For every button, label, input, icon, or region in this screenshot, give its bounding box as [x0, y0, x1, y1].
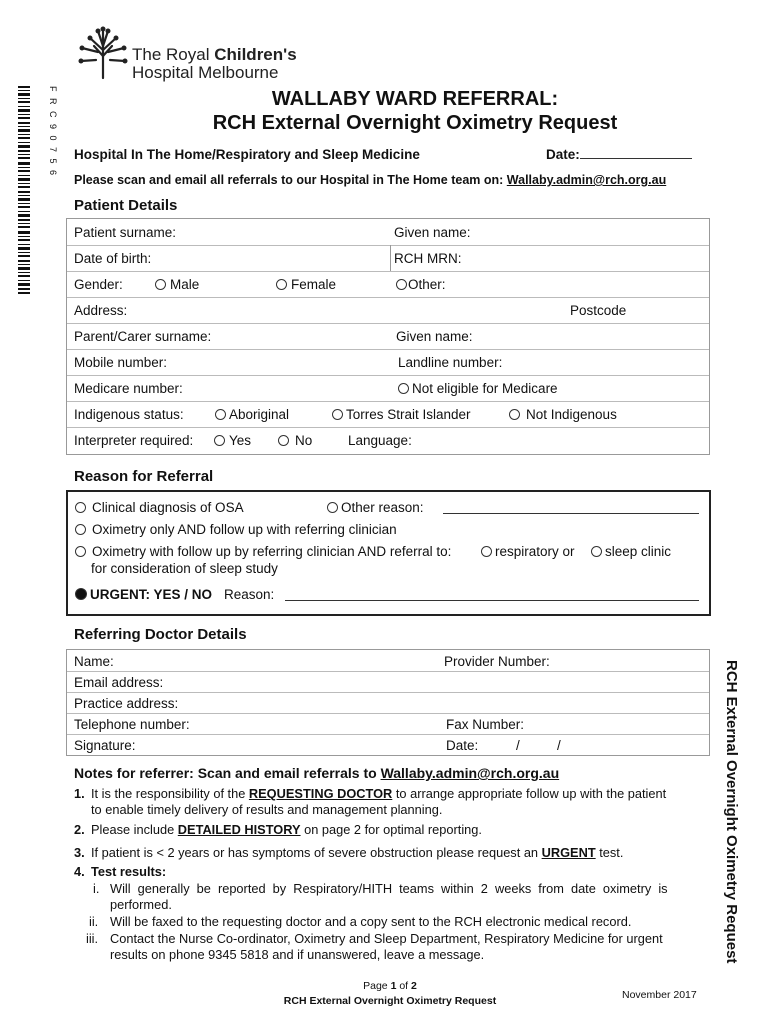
note-3-bold: URGENT [541, 845, 596, 860]
not-eligible-label: Not eligible for Medicare [412, 381, 558, 396]
osa-label: Clinical diagnosis of OSA [92, 500, 244, 515]
urgent-label: URGENT: YES / NO [90, 587, 213, 602]
note-4-ii-number: ii. [89, 914, 99, 929]
oximetry-follow-option[interactable] [75, 544, 451, 559]
date-slash-1: / [516, 738, 520, 753]
female-label: Female [291, 277, 337, 292]
aboriginal-option[interactable] [215, 407, 289, 422]
gender-other-option[interactable] [396, 277, 446, 292]
male-label: Male [170, 277, 200, 292]
oximetry-only-option[interactable] [75, 522, 397, 537]
mrn-label: RCH MRN: [394, 251, 462, 266]
urgent-reason-label: Reason: [224, 587, 275, 602]
page-pre: Page [363, 980, 391, 992]
note-4-heading: Test results: [91, 864, 167, 879]
address-label: Address: [74, 303, 128, 318]
urgent-option[interactable] [75, 587, 212, 602]
provider-label: Provider Number: [444, 654, 550, 669]
scan-email-link[interactable]: Wallaby.admin@rch.org.au [506, 173, 667, 187]
note-2-post: on page 2 for optimal reporting. [300, 822, 482, 837]
note-4-number: 4. [74, 864, 85, 879]
urgent-reason-line[interactable] [285, 600, 699, 601]
language-label: Language: [348, 433, 412, 448]
torres-option[interactable] [332, 407, 471, 422]
notes-email-link[interactable]: Wallaby.admin@rch.org.au [380, 765, 560, 781]
not-eligible-option[interactable] [398, 381, 558, 396]
consideration-text: for consideration of sleep study [91, 561, 278, 576]
sleep-clinic-option[interactable] [591, 544, 671, 559]
oximetry-follow-label: Oximetry with follow up by referring clinician AND referral to: [92, 544, 452, 559]
fax-label: Fax Number: [446, 717, 525, 732]
gender-label: Gender: [74, 277, 123, 292]
radio-filled-icon[interactable] [75, 588, 87, 600]
page-number [250, 980, 530, 992]
barcode-text: F R C 9 0 7 5 6 [48, 86, 58, 178]
divider [390, 245, 391, 271]
title-line2: RCH External Overnight Oximetry Request [212, 112, 618, 134]
note-3 [91, 845, 623, 861]
radio-icon[interactable] [327, 502, 338, 513]
radio-icon[interactable] [591, 546, 602, 557]
indigenous-label: Indigenous status: [74, 407, 184, 422]
logo-line2: Hospital Melbourne [132, 63, 279, 82]
postcode-label: Postcode [570, 303, 627, 318]
note-2-pre: Please include [91, 822, 178, 837]
notes-heading [74, 765, 559, 781]
yes-label: Yes [229, 433, 252, 448]
note-3-pre: If patient is < 2 years or has symptoms of severe obstruction please request an [91, 845, 542, 860]
note-4-i: Will generally be reported by Respiratory/HITH teams within 2 weeks from date oximetry is [110, 881, 668, 896]
telephone-label: Telephone number: [74, 717, 190, 732]
note-1-pre: It is the responsibility of the [91, 786, 249, 801]
radio-icon[interactable] [75, 524, 86, 535]
gender-female-option[interactable] [276, 277, 336, 292]
osa-option[interactable] [75, 500, 244, 515]
medicare-label: Medicare number: [74, 381, 183, 396]
logo-line1-pre: The Royal [132, 45, 215, 64]
notes-heading-text: Notes for referrer: Scan and email referrals to [74, 765, 381, 781]
page-of: of [396, 980, 412, 992]
practice-label: Practice address: [74, 696, 179, 711]
title-line1: WALLABY WARD REFERRAL: [271, 88, 559, 110]
note-3-number: 3. [74, 845, 85, 860]
note-4-ii: Will be faxed to the requesting doctor and a copy sent to the RCH electronic medical record. [110, 914, 632, 929]
patient-details-box [66, 218, 710, 455]
interpreter-label: Interpreter required: [74, 433, 194, 448]
patient-details-heading: Patient Details [74, 197, 178, 214]
other-label: Other: [408, 277, 446, 292]
note-1-post: to arrange appropriate follow up with the patient [392, 786, 667, 801]
note-1-line2: to enable timely delivery of results and management planning. [91, 802, 443, 817]
page-num: 1 [390, 980, 397, 992]
signature-label: Signature: [74, 738, 136, 753]
mobile-label: Mobile number: [74, 355, 168, 370]
note-2-bold: DETAILED HISTORY [177, 822, 301, 837]
note-4-iii: Contact the Nurse Co-ordinator, Oximetry and Sleep Department, Respiratory Medicine for urgent [110, 931, 663, 946]
footer-date: November 2017 [622, 989, 697, 1001]
other-reason-label: Other reason: [341, 500, 424, 515]
note-4-i-number: i. [93, 881, 100, 896]
radio-icon[interactable] [215, 409, 226, 420]
aboriginal-label: Aboriginal [229, 407, 290, 422]
radio-icon[interactable] [398, 383, 409, 394]
no-label: No [295, 433, 313, 448]
scan-instruction [74, 173, 666, 187]
torres-label: Torres Strait Islander [346, 407, 471, 422]
radio-icon[interactable] [75, 546, 86, 557]
note-4-iii-line2: results on phone 9345 5818 and if unanswered, leave a message. [110, 947, 485, 962]
landline-label: Landline number: [398, 355, 503, 370]
radio-icon[interactable] [214, 435, 225, 446]
given-name-label: Given name: [394, 225, 471, 240]
interpreter-yes-option[interactable] [214, 433, 251, 448]
note-1 [91, 786, 666, 802]
tree-icon [76, 26, 130, 80]
footer-title: RCH External Overnight Oximetry Request [283, 995, 497, 1007]
parent-surname-label: Parent/Carer surname: [74, 329, 212, 344]
doctor-heading: Referring Doctor Details [74, 626, 247, 643]
other-reason-line[interactable] [443, 513, 699, 514]
doctor-date-label: Date: [446, 738, 479, 753]
doctor-box [66, 649, 710, 756]
sleep-clinic-label: sleep clinic [605, 544, 672, 559]
date-label: Date: [546, 147, 580, 162]
reason-heading: Reason for Referral [74, 468, 214, 485]
note-2 [91, 822, 482, 838]
dob-label: Date of birth: [74, 251, 152, 266]
hospital-logo [76, 26, 306, 82]
note-3-post: test. [595, 845, 624, 860]
radio-icon[interactable] [396, 279, 407, 290]
not-indigenous-option[interactable] [509, 407, 617, 422]
other-reason-option[interactable] [327, 500, 424, 515]
oximetry-only-label: Oximetry only AND follow up with referring clinician [92, 522, 397, 537]
interpreter-no-option[interactable] [278, 433, 312, 448]
note-4-iii-number: iii. [86, 931, 99, 946]
respiratory-label: respiratory or [495, 544, 575, 559]
parent-given-label: Given name: [396, 329, 473, 344]
doctor-email-label: Email address: [74, 675, 164, 690]
date-field[interactable] [546, 147, 692, 162]
radio-icon[interactable] [278, 435, 289, 446]
logo-line1-bold: Children's [214, 45, 297, 64]
note-1-number: 1. [74, 786, 85, 801]
radio-icon[interactable] [155, 279, 166, 290]
scan-text: Please scan and email all referrals to our Hospital in The Home team on: [74, 173, 507, 187]
date-slash-2: / [557, 738, 561, 753]
not-indigenous-label: Not Indigenous [526, 407, 617, 422]
note-4-i-line2: performed. [110, 897, 172, 912]
radio-icon[interactable] [75, 502, 86, 513]
patient-surname-label: Patient surname: [74, 225, 177, 240]
page-total: 2 [411, 980, 417, 992]
note-1-bold: REQUESTING DOCTOR [248, 786, 393, 801]
radio-icon[interactable] [509, 409, 520, 420]
note-2-number: 2. [74, 822, 85, 837]
radio-icon[interactable] [332, 409, 343, 420]
radio-icon[interactable] [276, 279, 287, 290]
gender-male-option[interactable] [155, 277, 199, 292]
side-title: RCH External Overnight Oximetry Request [723, 660, 740, 964]
doctor-name-label: Name: [74, 654, 114, 669]
radio-icon[interactable] [481, 546, 492, 557]
reason-box [66, 490, 711, 616]
respiratory-option[interactable] [481, 544, 575, 559]
department: Hospital In The Home/Respiratory and Sleep Medicine [74, 147, 420, 162]
